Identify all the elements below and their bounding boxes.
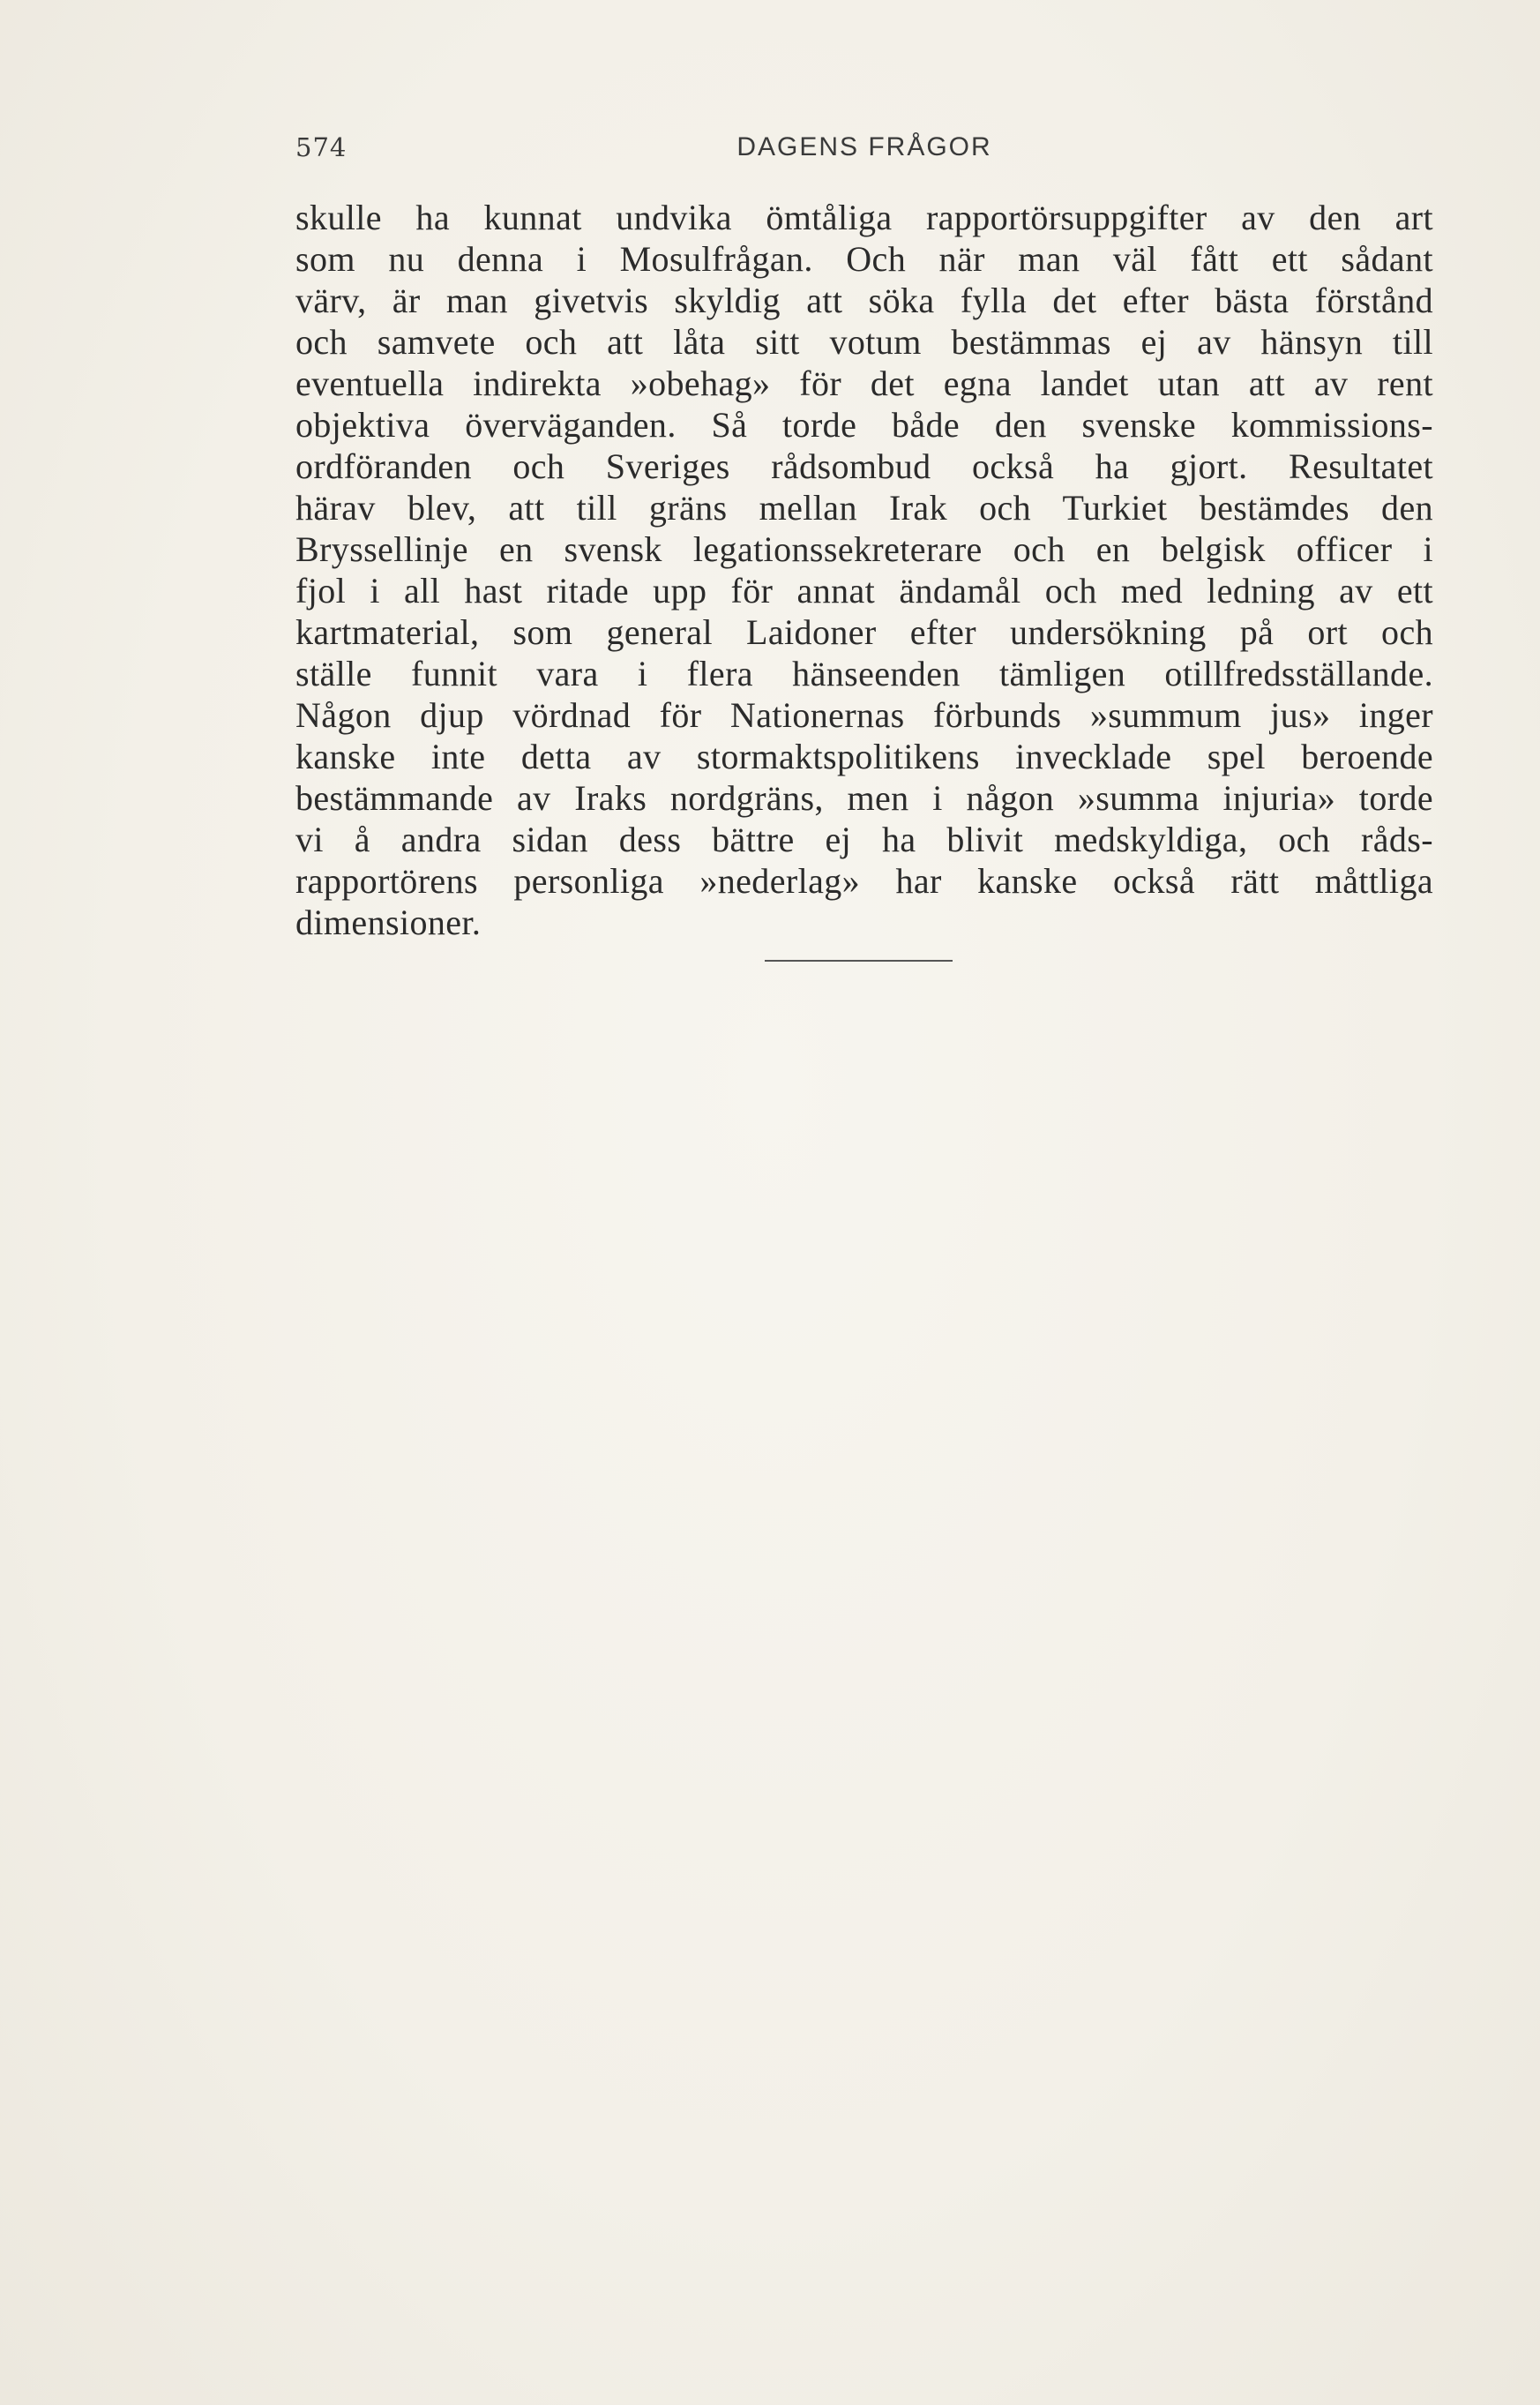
text-line: kanske inte detta av stormaktspolitikens invecklade spel beroende [295, 737, 1433, 776]
text-line: Bryssellinje en svensk legationssekreterare och en belgisk officer i [295, 529, 1433, 569]
text-line: Någon djup vördnad för Nationernas förbunds »summum jus» inger [295, 695, 1433, 735]
text-line: värv, är man givetvis skyldig att söka fylla det efter bästa förstånd [295, 281, 1433, 320]
text-line: och samvete och att låta sitt votum bestämmas ej av hänsyn till [295, 322, 1433, 362]
text-line: ställe funnit vara i flera hänseenden tämligen otillfredsställande. [295, 654, 1433, 693]
text-line: skulle ha kunnat undvika ömtåliga rapportörsuppgifter av den art [295, 198, 1433, 237]
section-divider [765, 960, 953, 962]
text-line: härav blev, att till gräns mellan Irak och Turkiet bestämdes den [295, 488, 1433, 528]
body-paragraph [295, 197, 1433, 943]
page-header [295, 132, 1433, 171]
text-line: vi å andra sidan dess bättre ej ha blivit medskyldiga, och råds- [295, 820, 1433, 859]
text-line: ordföranden och Sveriges rådsombud också ha gjort. Resultatet [295, 446, 1433, 486]
text-line: eventuella indirekta »obehag» för det egna landet utan att av rent [295, 363, 1433, 403]
text-line: fjol i all hast ritade upp för annat ändamål och med ledning av ett [295, 571, 1433, 611]
text-line: kartmaterial, som general Laidoner efter undersökning på ort och [295, 612, 1433, 652]
text-line: dimensioner. [295, 903, 482, 942]
text-line: rapportörens personliga »nederlag» har kanske också rätt måttliga [295, 861, 1433, 901]
text-line: som nu denna i Mosulfrågan. Och när man väl fått ett sådant [295, 239, 1433, 279]
text-line: bestämmande av Iraks nordgräns, men i någon »summa injuria» torde [295, 778, 1433, 818]
page-number: 574 [295, 132, 348, 162]
text-line: objektiva överväganden. Så torde både den svenske kommissions- [295, 405, 1433, 445]
running-title: DAGENS FRÅGOR [736, 132, 992, 161]
